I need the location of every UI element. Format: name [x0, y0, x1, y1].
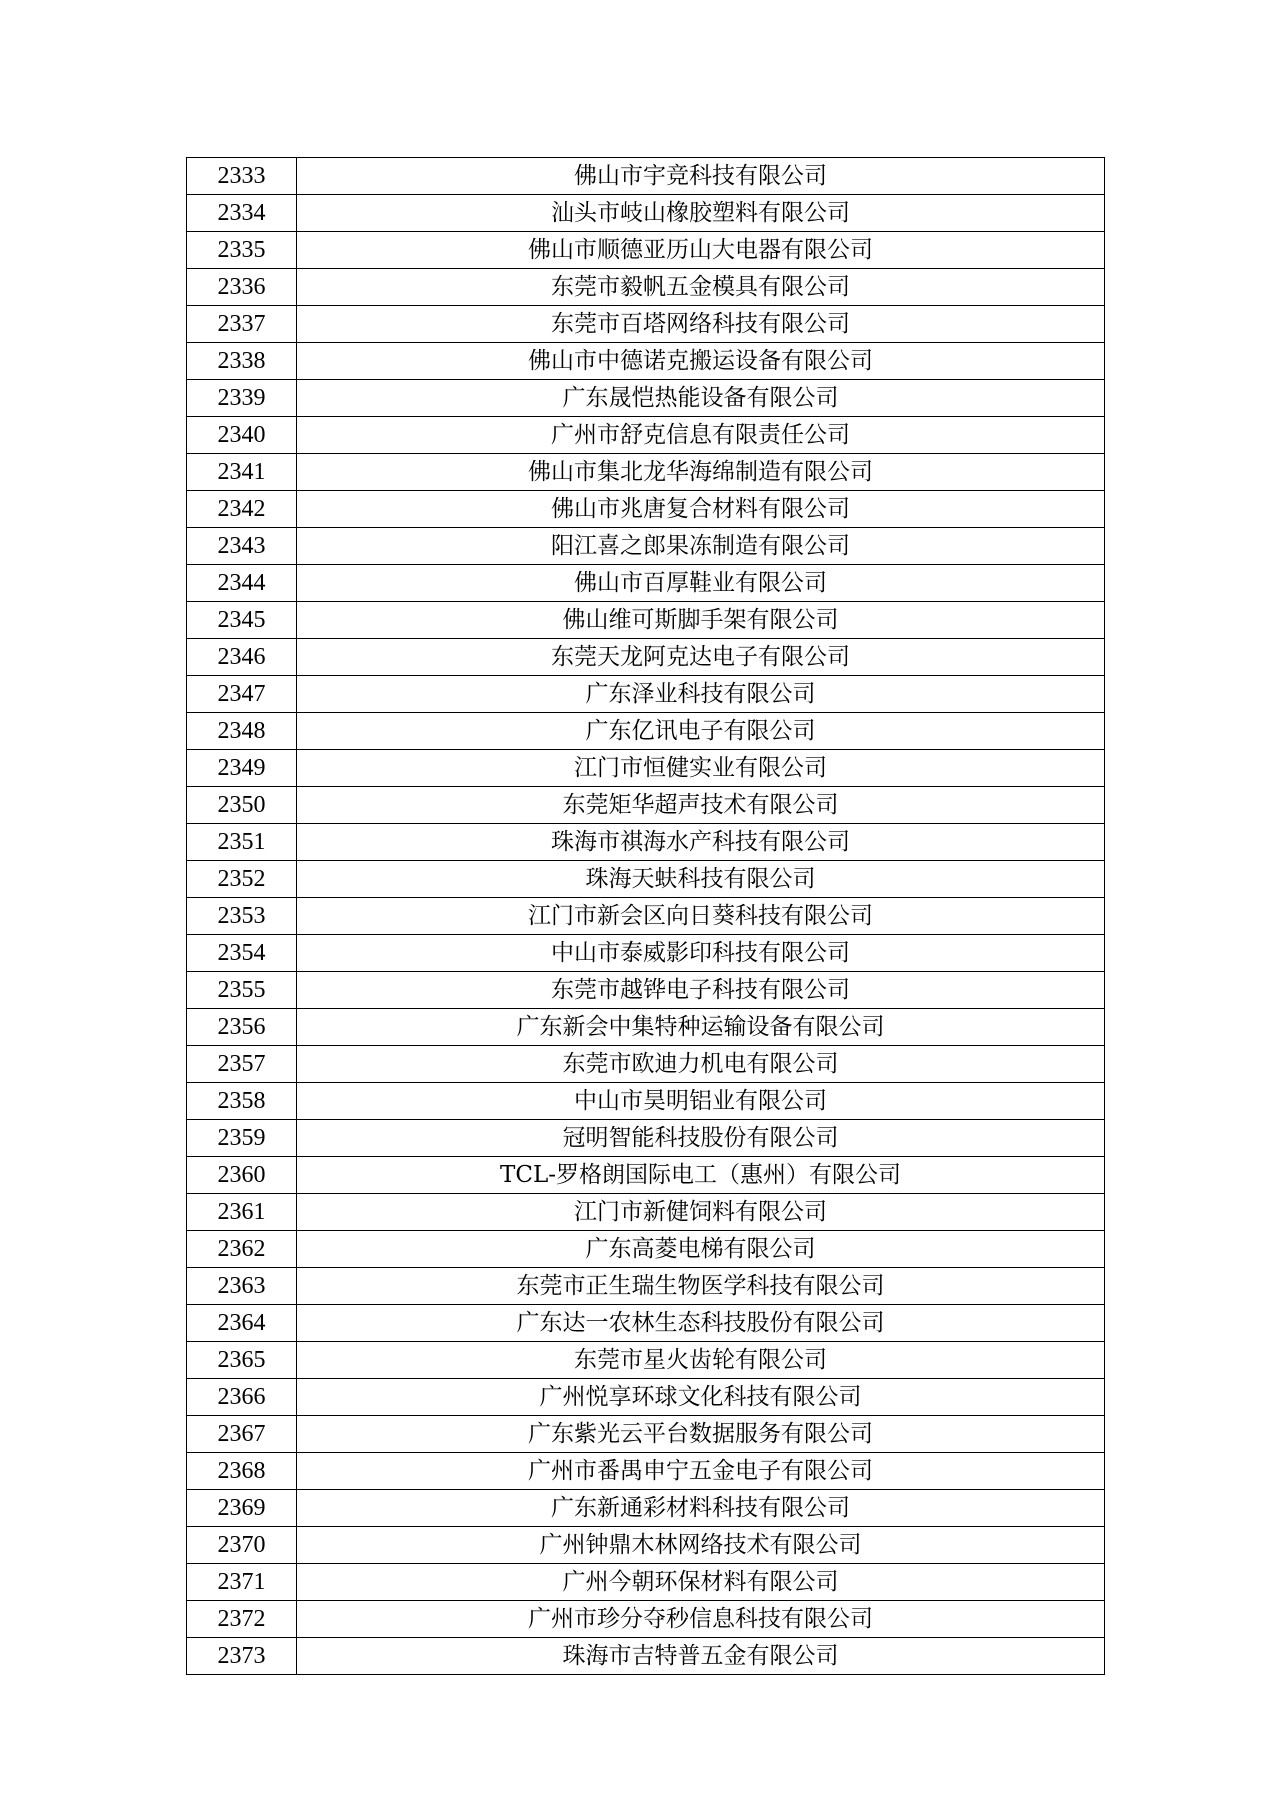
table-row: [187, 1453, 1105, 1490]
row-number-cell: 2343: [187, 528, 297, 565]
table-row: [187, 1120, 1105, 1157]
company-name-cell: 东莞市正生瑞生物医学科技有限公司: [297, 1268, 1105, 1305]
company-name-cell: 广东新会中集特种运输设备有限公司: [297, 1009, 1105, 1046]
row-number-cell: 2346: [187, 639, 297, 676]
company-name-cell: 东莞市星火齿轮有限公司: [297, 1342, 1105, 1379]
row-number-cell: 2363: [187, 1268, 297, 1305]
table-row: [187, 787, 1105, 824]
row-number-cell: 2358: [187, 1083, 297, 1120]
table-row: [187, 565, 1105, 602]
row-number-cell: 2355: [187, 972, 297, 1009]
row-number-cell: 2359: [187, 1120, 297, 1157]
row-number-cell: 2349: [187, 750, 297, 787]
row-number-cell: 2350: [187, 787, 297, 824]
company-name-cell: 广东高菱电梯有限公司: [297, 1231, 1105, 1268]
row-number-cell: 2336: [187, 269, 297, 306]
company-name-cell: 广州悦享环球文化科技有限公司: [297, 1379, 1105, 1416]
row-number-cell: 2344: [187, 565, 297, 602]
company-name-cell: 广州钟鼎木林网络技术有限公司: [297, 1527, 1105, 1564]
company-name-cell: 佛山市集北龙华海绵制造有限公司: [297, 454, 1105, 491]
row-number-cell: 2367: [187, 1416, 297, 1453]
table-row: [187, 1231, 1105, 1268]
table-row: [187, 491, 1105, 528]
company-name-cell: 珠海市吉特普五金有限公司: [297, 1638, 1105, 1675]
table-row: [187, 1157, 1105, 1194]
company-list-table: [186, 157, 1105, 1675]
table-row: [187, 676, 1105, 713]
table-row: [187, 454, 1105, 491]
row-number-cell: 2365: [187, 1342, 297, 1379]
row-number-cell: 2371: [187, 1564, 297, 1601]
table-row: [187, 898, 1105, 935]
company-name-cell: 东莞矩华超声技术有限公司: [297, 787, 1105, 824]
company-name-cell: 东莞天龙阿克达电子有限公司: [297, 639, 1105, 676]
row-number-cell: 2347: [187, 676, 297, 713]
table-row: [187, 306, 1105, 343]
company-name-cell: 佛山市百厚鞋业有限公司: [297, 565, 1105, 602]
table-row: [187, 1268, 1105, 1305]
company-name-cell: 广东新通彩材料科技有限公司: [297, 1490, 1105, 1527]
row-number-cell: 2368: [187, 1453, 297, 1490]
row-number-cell: 2357: [187, 1046, 297, 1083]
company-name-cell: 广州市舒克信息有限责任公司: [297, 417, 1105, 454]
table-row: [187, 750, 1105, 787]
table-row: [187, 417, 1105, 454]
table-row: [187, 1379, 1105, 1416]
table-row: [187, 1601, 1105, 1638]
company-name-cell: 东莞市百塔网络科技有限公司: [297, 306, 1105, 343]
company-name-cell: 东莞市越铧电子科技有限公司: [297, 972, 1105, 1009]
table-row: [187, 232, 1105, 269]
row-number-cell: 2334: [187, 195, 297, 232]
table-row: [187, 1490, 1105, 1527]
row-number-cell: 2364: [187, 1305, 297, 1342]
row-number-cell: 2345: [187, 602, 297, 639]
table-row: [187, 1305, 1105, 1342]
company-name-cell: 珠海天蚨科技有限公司: [297, 861, 1105, 898]
table-row: [187, 1527, 1105, 1564]
table-row: [187, 528, 1105, 565]
table-row: [187, 195, 1105, 232]
company-name-cell: 佛山市宇竞科技有限公司: [297, 158, 1105, 195]
company-name-cell: 江门市新健饲料有限公司: [297, 1194, 1105, 1231]
row-number-cell: 2333: [187, 158, 297, 195]
company-name-cell: 江门市新会区向日葵科技有限公司: [297, 898, 1105, 935]
row-number-cell: 2348: [187, 713, 297, 750]
row-number-cell: 2337: [187, 306, 297, 343]
company-name-cell: TCL-罗格朗国际电工（惠州）有限公司: [297, 1157, 1105, 1194]
table-row: [187, 1416, 1105, 1453]
company-name-cell: 广州今朝环保材料有限公司: [297, 1564, 1105, 1601]
company-name-cell: 广东紫光云平台数据服务有限公司: [297, 1416, 1105, 1453]
row-number-cell: 2356: [187, 1009, 297, 1046]
table-row: [187, 269, 1105, 306]
table-row: [187, 158, 1105, 195]
row-number-cell: 2372: [187, 1601, 297, 1638]
table-row: [187, 639, 1105, 676]
row-number-cell: 2335: [187, 232, 297, 269]
company-name-cell: 中山市昊明铝业有限公司: [297, 1083, 1105, 1120]
company-name-cell: 东莞市毅帆五金模具有限公司: [297, 269, 1105, 306]
table-row: [187, 1009, 1105, 1046]
company-name-cell: 佛山维可斯脚手架有限公司: [297, 602, 1105, 639]
row-number-cell: 2353: [187, 898, 297, 935]
row-number-cell: 2362: [187, 1231, 297, 1268]
table-row: [187, 972, 1105, 1009]
table-row: [187, 1083, 1105, 1120]
company-name-cell: 佛山市兆唐复合材料有限公司: [297, 491, 1105, 528]
table-row: [187, 380, 1105, 417]
table-row: [187, 1564, 1105, 1601]
table-row: [187, 1342, 1105, 1379]
table-row: [187, 1638, 1105, 1675]
row-number-cell: 2351: [187, 824, 297, 861]
row-number-cell: 2370: [187, 1527, 297, 1564]
company-name-cell: 广州市番禺申宁五金电子有限公司: [297, 1453, 1105, 1490]
row-number-cell: 2361: [187, 1194, 297, 1231]
table-row: [187, 824, 1105, 861]
company-name-cell: 东莞市欧迪力机电有限公司: [297, 1046, 1105, 1083]
table-row: [187, 343, 1105, 380]
company-name-cell: 冠明智能科技股份有限公司: [297, 1120, 1105, 1157]
row-number-cell: 2352: [187, 861, 297, 898]
table-row: [187, 1046, 1105, 1083]
table-row: [187, 602, 1105, 639]
row-number-cell: 2339: [187, 380, 297, 417]
company-name-cell: 广州市珍分夺秒信息科技有限公司: [297, 1601, 1105, 1638]
row-number-cell: 2340: [187, 417, 297, 454]
row-number-cell: 2360: [187, 1157, 297, 1194]
table-body: [187, 158, 1105, 1675]
row-number-cell: 2373: [187, 1638, 297, 1675]
company-name-cell: 珠海市祺海水产科技有限公司: [297, 824, 1105, 861]
company-name-cell: 汕头市岐山橡胶塑料有限公司: [297, 195, 1105, 232]
company-name-cell: 阳江喜之郎果冻制造有限公司: [297, 528, 1105, 565]
row-number-cell: 2366: [187, 1379, 297, 1416]
table-row: [187, 1194, 1105, 1231]
company-name-cell: 江门市恒健实业有限公司: [297, 750, 1105, 787]
row-number-cell: 2341: [187, 454, 297, 491]
company-name-cell: 佛山市顺德亚历山大电器有限公司: [297, 232, 1105, 269]
row-number-cell: 2338: [187, 343, 297, 380]
row-number-cell: 2342: [187, 491, 297, 528]
row-number-cell: 2354: [187, 935, 297, 972]
company-name-cell: 广东达一农林生态科技股份有限公司: [297, 1305, 1105, 1342]
company-name-cell: 广东泽业科技有限公司: [297, 676, 1105, 713]
table-row: [187, 713, 1105, 750]
company-name-cell: 佛山市中德诺克搬运设备有限公司: [297, 343, 1105, 380]
row-number-cell: 2369: [187, 1490, 297, 1527]
company-name-cell: 广东晟恺热能设备有限公司: [297, 380, 1105, 417]
table-row: [187, 935, 1105, 972]
table-row: [187, 861, 1105, 898]
company-name-cell: 中山市泰威影印科技有限公司: [297, 935, 1105, 972]
company-name-cell: 广东亿讯电子有限公司: [297, 713, 1105, 750]
